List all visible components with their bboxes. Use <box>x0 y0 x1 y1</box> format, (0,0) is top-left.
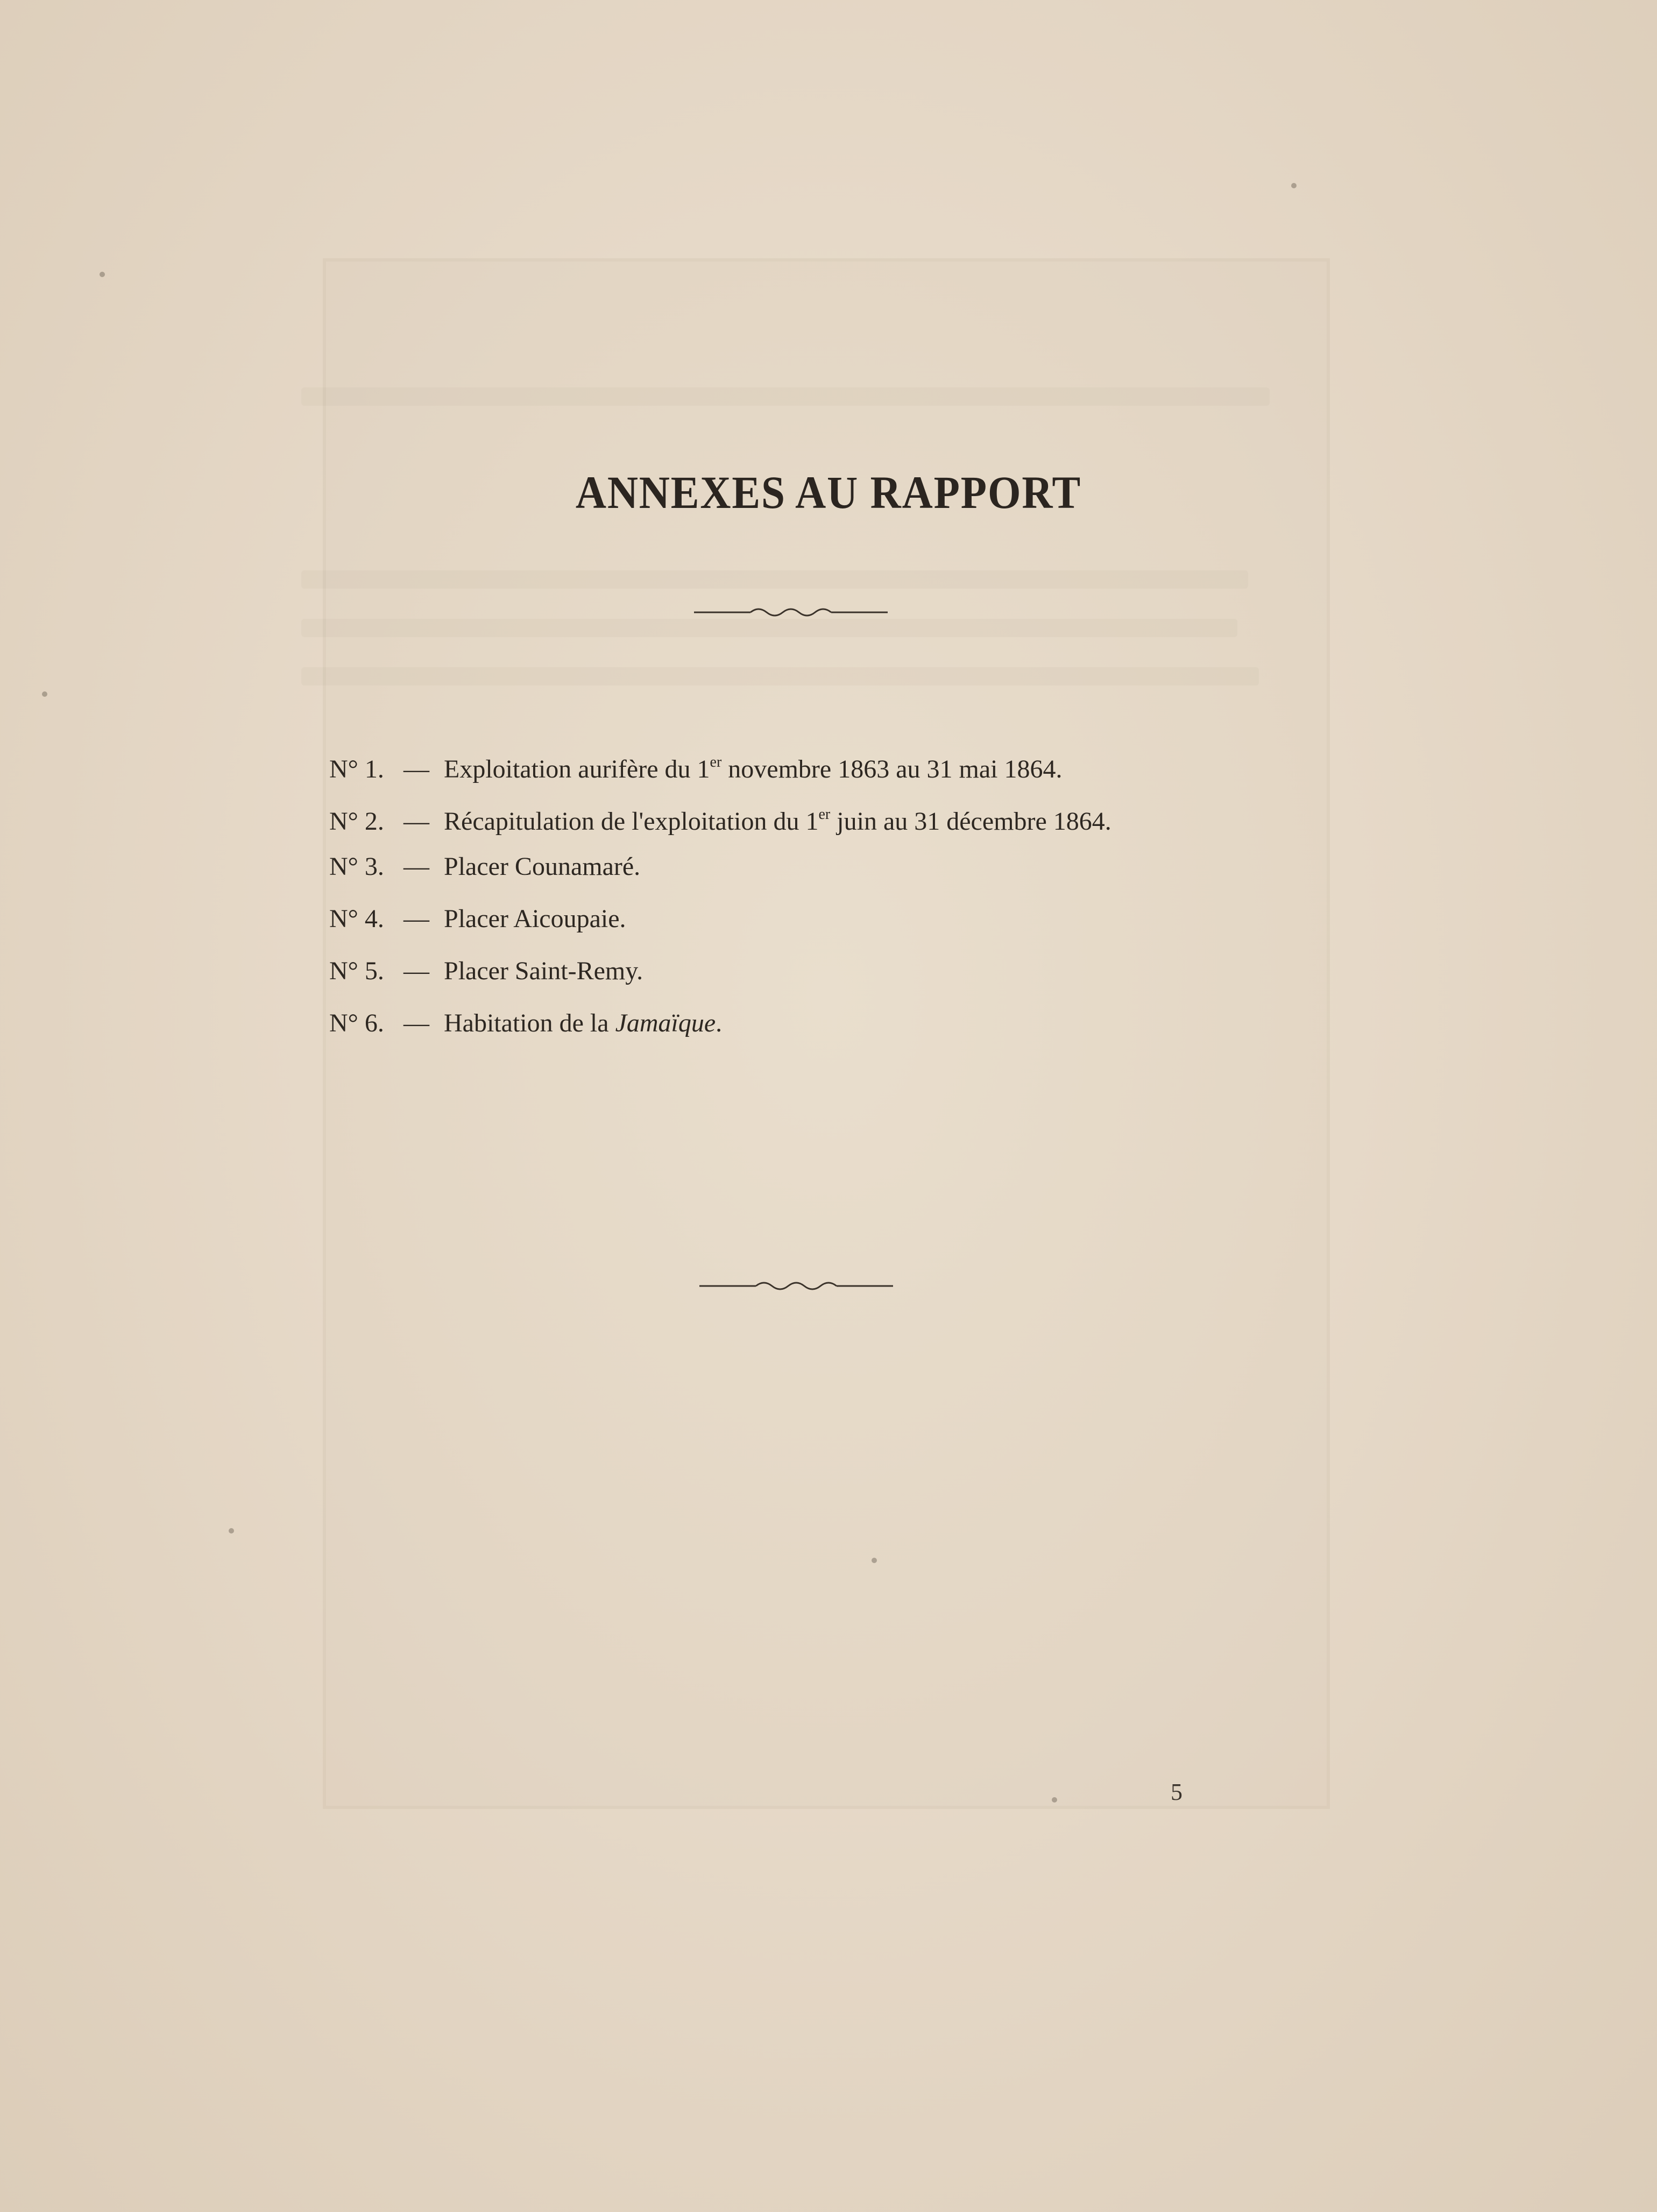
list-item <box>329 840 1244 893</box>
annex-title: Récapitulation de l'exploitation du 1er juin au 31 décembre 1864. <box>444 806 1111 836</box>
paper-speck <box>1052 1797 1057 1803</box>
annex-dash: — <box>403 904 429 933</box>
list-item <box>329 997 1244 1049</box>
paper-speck <box>100 272 105 277</box>
page-title: ANNEXES AU RAPPORT <box>575 467 1082 518</box>
bleed-through-line <box>301 387 1270 406</box>
paper-speck <box>42 691 47 697</box>
annex-title: Placer Counamaré. <box>444 852 641 881</box>
paper-speck <box>872 1558 877 1563</box>
list-item <box>329 736 1244 788</box>
annex-title: Habitation de la Jamaïque. <box>444 1009 723 1037</box>
annex-number: N° 4. <box>329 904 384 933</box>
annex-number: N° 6. <box>329 1009 384 1037</box>
ornament-divider-top <box>694 604 888 620</box>
bleed-through-line <box>301 619 1237 637</box>
annex-title: Placer Saint-Remy. <box>444 957 643 985</box>
annex-number: N° 1. <box>329 755 384 783</box>
paper-speck <box>229 1528 234 1533</box>
list-item <box>329 945 1244 997</box>
annex-number: N° 2. <box>329 807 384 836</box>
annex-title: Placer Aicoupaie. <box>444 904 626 933</box>
bleed-through-line <box>301 667 1259 685</box>
page-number: 5 <box>1171 1779 1182 1805</box>
annex-dash: — <box>403 957 429 985</box>
annex-dash: — <box>403 807 429 836</box>
bleed-through-line <box>301 570 1248 589</box>
paper-speck <box>1291 183 1297 188</box>
annex-title: Exploitation aurifère du 1er novembre 1863 au 31 mai 1864. <box>444 754 1063 783</box>
list-item <box>329 893 1244 945</box>
annex-number: N° 5. <box>329 957 384 985</box>
ornament-divider-bottom <box>699 1278 893 1294</box>
annex-dash: — <box>403 1009 429 1037</box>
list-item <box>329 788 1244 840</box>
annex-number: N° 3. <box>329 852 384 881</box>
annex-dash: — <box>403 852 429 881</box>
annex-list <box>329 736 1244 1049</box>
annex-dash: — <box>403 755 429 783</box>
